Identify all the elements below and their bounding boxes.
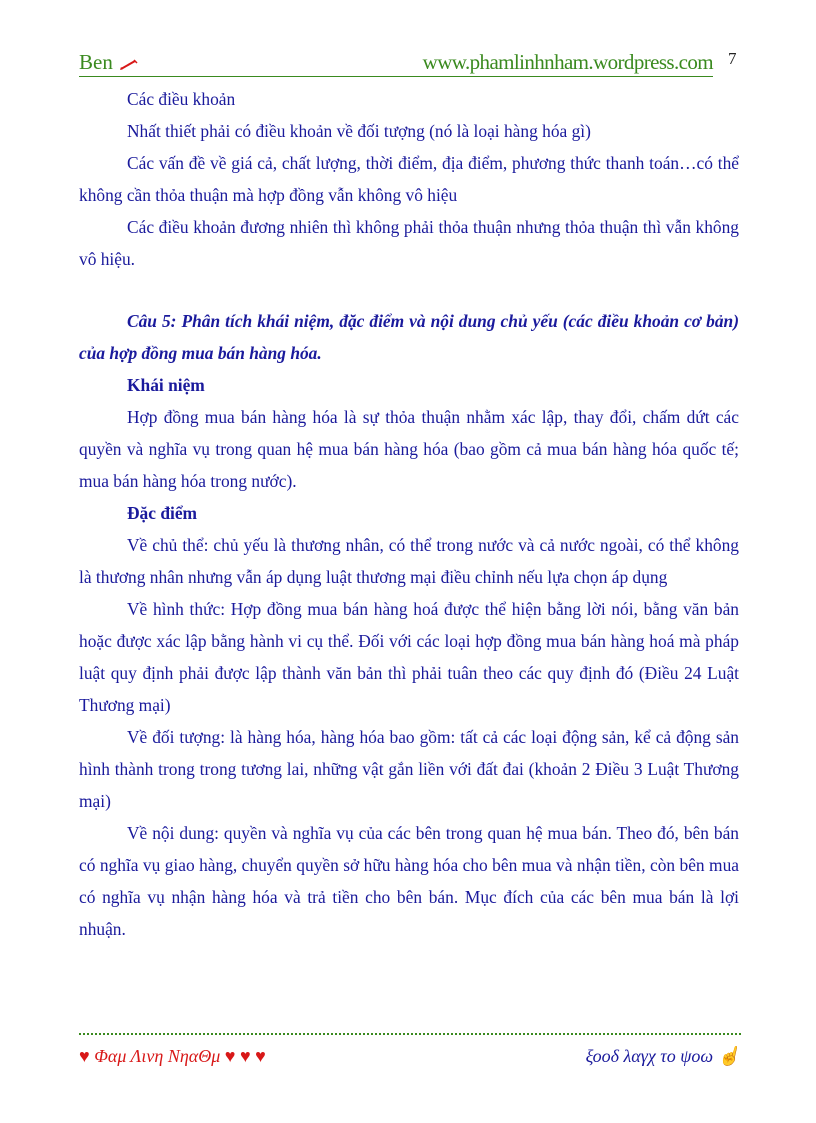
section-heading: Đặc điểm	[127, 503, 198, 523]
section-heading: Khái niệm	[127, 375, 205, 395]
paragraph: Các điều khoản đương nhiên thì không phải thỏa thuận nhưng thỏa thuận thì vẫn không vô hiệu.	[79, 217, 739, 269]
header-rule	[79, 76, 713, 77]
paragraph: Hợp đồng mua bán hàng hóa là sự thỏa thuận nhằm xác lập, thay đổi, chấm dứt các quyền và nghĩa vụ trong quan hệ mua bán hàng hóa (bao gồm cả mua bán hàng hóa quốc tế; mua bán hàng hóa trong nước).	[79, 407, 739, 491]
pencil-icon	[119, 52, 139, 77]
footer-left: ♥ Φαμ Λινη ΝηαΘμ ♥ ♥ ♥	[79, 1046, 266, 1066]
paragraph: Nhất thiết phải có điều khoản về đối tượng (nó là loại hàng hóa gì)	[127, 121, 591, 141]
header-url[interactable]: www.phamlinhnham.wordpress.com	[422, 50, 713, 74]
footer-right: ξοοδ λαγχ το ψοω ☝	[585, 1046, 740, 1066]
paragraph: Các vấn đề về giá cả, chất lượng, thời điểm, địa điểm, phương thức thanh toán…có thể không cần thỏa thuận mà hợp đồng vẫn không vô hiệu	[79, 153, 739, 205]
document-body	[79, 83, 739, 945]
paragraph: Về nội dung: quyền và nghĩa vụ của các bên trong quan hệ mua bán. Theo đó, bên bán có nghĩa vụ giao hàng, chuyển quyền sở hữu hàng hóa cho bên mua và nhận tiền, còn bên mua có nghĩa vụ nhận hàng hóa và trả tiền cho bên bán. Mục đích của các bên mua bán là lợi nhuận.	[79, 823, 739, 939]
spacer	[79, 275, 739, 305]
paragraph: Về chủ thể: chủ yếu là thương nhân, có thể trong nước và cả nước ngoài, có thể không là thương nhân nhưng vẫn áp dụng luật thương mại điều chỉnh nếu lựa chọn áp dụng	[79, 535, 739, 587]
paragraph: Các điều khoản	[127, 89, 236, 109]
page-number: 7	[728, 49, 737, 68]
author-name: Ben	[79, 50, 113, 74]
header-author	[79, 50, 139, 77]
footer-rule	[79, 1033, 741, 1035]
paragraph: Về đối tượng: là hàng hóa, hàng hóa bao gồm: tất cả các loại động sản, kể cả động sản hình thành trong trong tương lai, những vật gắn liền với đất đai (khoản 2 Điều 3 Luật Thương mại)	[79, 727, 739, 811]
question-heading: Câu 5: Phân tích khái niệm, đặc điểm và nội dung chủ yếu (các điều khoản cơ bản) của hợp đồng mua bán hàng hóa.	[79, 311, 739, 363]
paragraph: Về hình thức: Hợp đồng mua bán hàng hoá được thể hiện bằng lời nói, bằng văn bản hoặc được xác lập bằng hành vi cụ thể. Đối với các loại hợp đồng mua bán hàng hoá mà pháp luật quy định phải được lập thành văn bản thì phải tuân theo các quy định đó (Điều 24 Luật Thương mại)	[79, 599, 739, 715]
page-header	[79, 46, 713, 76]
